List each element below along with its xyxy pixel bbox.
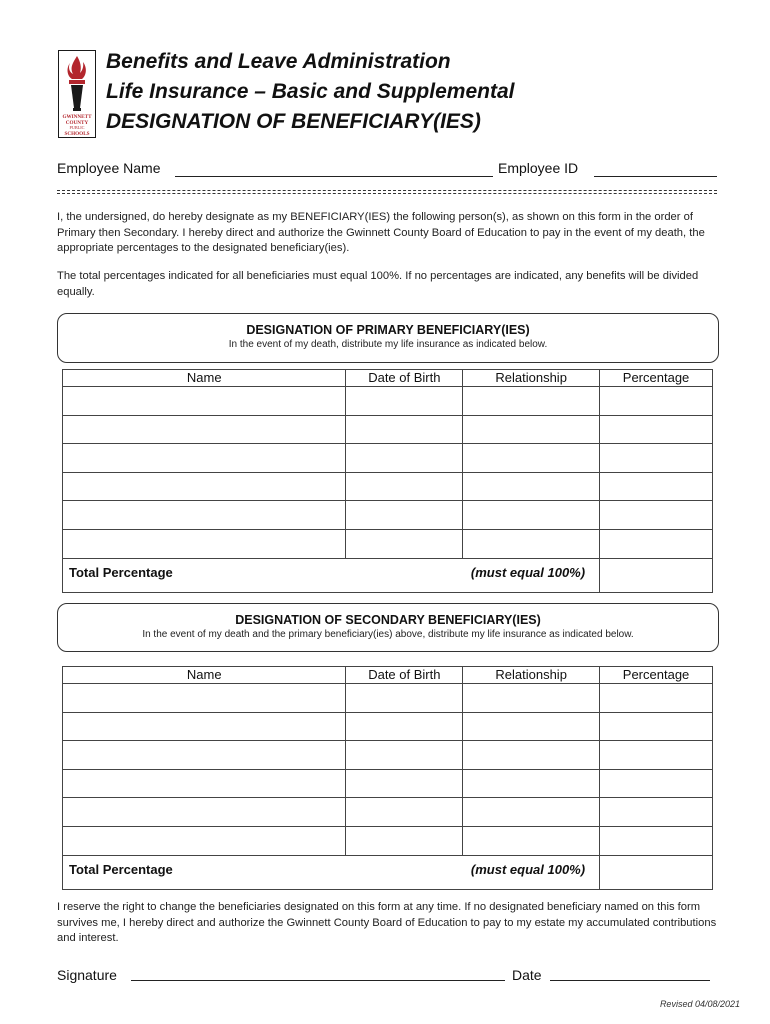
column-header-dob: Date of Birth	[346, 667, 463, 684]
percentage-cell[interactable]	[600, 501, 713, 530]
date-field[interactable]	[550, 980, 710, 981]
percentage-cell[interactable]	[600, 684, 713, 713]
table-header-row	[63, 370, 713, 387]
closing-paragraph: I reserve the right to change the beneficiaries designated on this form at any time. If no designated beneficiary named on this form survives me, I hereby direct and authorize the Gwinnett County Board of Education to pay to my estate my accumulated contributions and interest.	[57, 901, 717, 945]
total-percentage-cell[interactable]	[600, 558, 713, 593]
name-cell[interactable]	[63, 684, 346, 713]
name-cell[interactable]	[63, 472, 346, 501]
total-row	[63, 558, 713, 593]
table-row	[63, 741, 713, 770]
name-cell[interactable]	[63, 529, 346, 558]
employee-id-label: Employee ID	[498, 160, 579, 176]
signature-label: Signature	[57, 967, 117, 983]
secondary-heading: DESIGNATION OF SECONDARY BENEFICIARY(IES)	[235, 613, 541, 627]
relationship-cell[interactable]	[463, 415, 600, 444]
name-cell[interactable]	[63, 444, 346, 473]
relationship-cell[interactable]	[463, 444, 600, 473]
secondary-heading-box	[57, 603, 719, 652]
dob-cell[interactable]	[346, 741, 463, 770]
relationship-cell[interactable]	[463, 741, 600, 770]
table-row	[63, 415, 713, 444]
column-header-relationship: Relationship	[463, 667, 600, 684]
svg-text:SCHOOLS: SCHOOLS	[64, 131, 90, 137]
name-cell[interactable]	[63, 501, 346, 530]
column-header-name: Name	[63, 370, 346, 387]
total-row	[63, 855, 713, 890]
name-cell[interactable]	[63, 741, 346, 770]
document-titles	[106, 47, 514, 137]
title-life-insurance: Life Insurance – Basic and Supplemental	[106, 80, 515, 103]
percentage-cell[interactable]	[600, 798, 713, 827]
svg-text:COUNTY: COUNTY	[65, 120, 89, 126]
primary-beneficiary-table	[62, 369, 713, 593]
must-equal-note: (must equal 100%)	[463, 558, 600, 593]
primary-heading: DESIGNATION OF PRIMARY BENEFICIARY(IES)	[246, 323, 530, 337]
table-row	[63, 472, 713, 501]
relationship-cell[interactable]	[463, 826, 600, 855]
torch-icon	[58, 50, 96, 138]
table-row	[63, 712, 713, 741]
name-cell[interactable]	[63, 712, 346, 741]
secondary-subheading: In the event of my death and the primary beneficiary(ies) above, distribute my life insurance as indicated below.	[142, 629, 634, 640]
dob-cell[interactable]	[346, 387, 463, 416]
name-cell[interactable]	[63, 387, 346, 416]
dob-cell[interactable]	[346, 529, 463, 558]
divider	[57, 193, 717, 194]
must-equal-note: (must equal 100%)	[463, 855, 600, 890]
dob-cell[interactable]	[346, 501, 463, 530]
total-rule-paragraph: The total percentages indicated for all beneficiaries must equal 100%. If no percentages are indicated, any benefits will be divided equally.	[57, 270, 699, 298]
percentage-cell[interactable]	[600, 712, 713, 741]
relationship-cell[interactable]	[463, 501, 600, 530]
title-benefits: Benefits and Leave Administration	[106, 50, 451, 73]
table-row	[63, 798, 713, 827]
employee-id-field[interactable]	[594, 176, 717, 177]
table-row	[63, 501, 713, 530]
percentage-cell[interactable]	[600, 444, 713, 473]
percentage-cell[interactable]	[600, 826, 713, 855]
percentage-cell[interactable]	[600, 741, 713, 770]
primary-heading-box	[57, 313, 719, 363]
table-row	[63, 826, 713, 855]
table-row	[63, 684, 713, 713]
gcps-logo	[58, 50, 96, 138]
dob-cell[interactable]	[346, 684, 463, 713]
signature-field[interactable]	[131, 980, 505, 981]
dob-cell[interactable]	[346, 472, 463, 501]
employee-info-row	[57, 160, 717, 180]
name-cell[interactable]	[63, 415, 346, 444]
relationship-cell[interactable]	[463, 529, 600, 558]
relationship-cell[interactable]	[463, 684, 600, 713]
relationship-cell[interactable]	[463, 387, 600, 416]
column-header-dob: Date of Birth	[346, 370, 463, 387]
employee-name-label: Employee Name	[57, 160, 161, 176]
table-row	[63, 387, 713, 416]
title-designation: DESIGNATION OF BENEFICIARY(IES)	[106, 110, 481, 133]
revision-date: Revised 04/08/2021	[659, 999, 740, 1009]
name-cell[interactable]	[63, 798, 346, 827]
relationship-cell[interactable]	[463, 472, 600, 501]
svg-text:PUBLIC: PUBLIC	[69, 125, 85, 130]
dob-cell[interactable]	[346, 826, 463, 855]
table-row	[63, 444, 713, 473]
date-label: Date	[512, 967, 542, 983]
relationship-cell[interactable]	[463, 769, 600, 798]
table-row	[63, 529, 713, 558]
percentage-cell[interactable]	[600, 415, 713, 444]
table-row	[63, 769, 713, 798]
total-percentage-label: Total Percentage	[63, 558, 463, 593]
column-header-relationship: Relationship	[463, 370, 600, 387]
percentage-cell[interactable]	[600, 472, 713, 501]
svg-text:GWINNETT: GWINNETT	[62, 114, 92, 120]
percentage-cell[interactable]	[600, 529, 713, 558]
relationship-cell[interactable]	[463, 712, 600, 741]
percentage-cell[interactable]	[600, 769, 713, 798]
employee-name-field[interactable]	[175, 176, 493, 177]
dob-cell[interactable]	[346, 444, 463, 473]
dob-cell[interactable]	[346, 798, 463, 827]
primary-subheading: In the event of my death, distribute my life insurance as indicated below.	[228, 339, 548, 350]
dob-cell[interactable]	[346, 415, 463, 444]
dob-cell[interactable]	[346, 769, 463, 798]
total-percentage-cell[interactable]	[600, 855, 713, 890]
divider	[57, 190, 717, 191]
table-header-row	[63, 667, 713, 684]
column-header-percentage: Percentage	[600, 370, 713, 387]
column-header-name: Name	[63, 667, 346, 684]
percentage-cell[interactable]	[600, 387, 713, 416]
name-cell[interactable]	[63, 769, 346, 798]
total-percentage-label: Total Percentage	[63, 855, 463, 890]
relationship-cell[interactable]	[463, 798, 600, 827]
dob-cell[interactable]	[346, 712, 463, 741]
column-header-percentage: Percentage	[600, 667, 713, 684]
name-cell[interactable]	[63, 826, 346, 855]
secondary-beneficiary-table	[62, 666, 713, 890]
intro-paragraph: I, the undersigned, do hereby designate as my BENEFICIARY(IES) the following person(s), as shown on this form in the order of Primary then Secondary. I hereby direct and authorize the Gwinnett County Board of Education to pay in the event of my death, the appropriate percentages to the designated beneficiary(ies).	[57, 211, 705, 255]
signature-row	[57, 967, 717, 987]
